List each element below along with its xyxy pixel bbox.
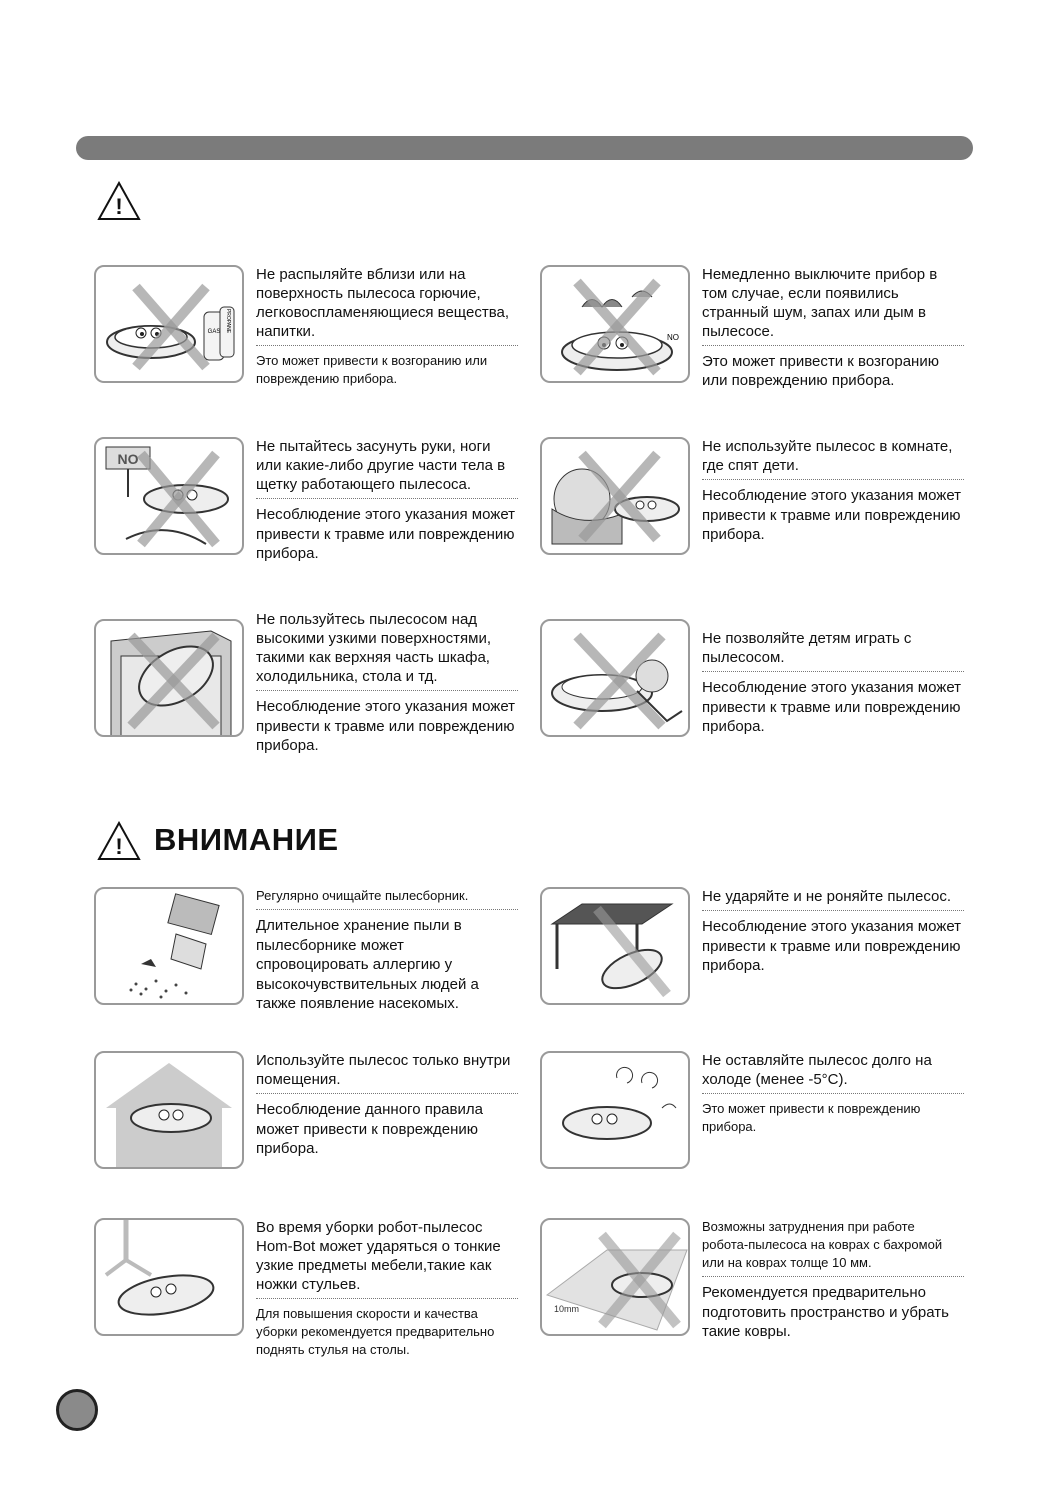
caution-consequence: Несоблюдение данного правила может привести к повреждению прибора. bbox=[256, 1101, 483, 1157]
page-number-circle bbox=[56, 1389, 98, 1431]
caution-consequence: Рекомендуется предварительно подготовить пространство и убрать такие ковры. bbox=[702, 1284, 949, 1340]
warning-text: Не пользуйтесь пылесосом над высокими узкими поверхностями, такими как верхняя часть шкафа, холодильника, стола и тд. bbox=[256, 610, 518, 691]
caution-consequence: Несоблюдение этого указания может привести к травме или повреждению прибора. bbox=[702, 918, 962, 974]
warning-consequence: Несоблюдение этого указания может привести к травме или повреждению прибора. bbox=[702, 679, 962, 735]
illustration-fridge-top bbox=[94, 619, 244, 737]
illustration-sleeping-child bbox=[540, 437, 690, 555]
illustration-carpet bbox=[540, 1218, 690, 1336]
svg-text:!: ! bbox=[115, 194, 123, 219]
illustration-child-playing bbox=[540, 619, 690, 737]
caution-text: Регулярно очищайте пылесборник. bbox=[256, 887, 518, 910]
illustration-dust-bin bbox=[94, 887, 244, 1005]
illustration-smoke bbox=[540, 265, 690, 383]
warning-consequence: Несоблюдение этого указания может привести к травме или повреждению прибора. bbox=[256, 506, 516, 562]
warning-text: Не используйте пылесос в комнате, где спят дети. bbox=[702, 437, 964, 480]
illustration-cold bbox=[540, 1051, 690, 1169]
svg-text:PROPANE: PROPANE bbox=[225, 308, 231, 334]
warning-text: Не распыляйте вблизи или на поверхность пылесоса горючие, легковоспламеняющиеся вещества, напитки. bbox=[256, 265, 518, 346]
caution-consequence: Для повышения скорости и качества уборки рекомендуется предварительно поднять стулья на столы. bbox=[256, 1306, 495, 1357]
caution-text: Используйте пылесос только внутри помещения. bbox=[256, 1051, 518, 1094]
caution-text: Во время уборки робот-пылесос Hom-Bot может ударяться о тонкие узкие предметы мебели,такие как ножки стульев. bbox=[256, 1218, 518, 1299]
svg-text:GAS: GAS bbox=[207, 329, 221, 335]
warning-consequence: Несоблюдение этого указания может привести к травме или повреждению прибора. bbox=[256, 698, 516, 754]
warning-triangle-icon bbox=[97, 181, 141, 221]
illustration-dropping bbox=[540, 887, 690, 1005]
illustration-chair-legs bbox=[94, 1218, 244, 1336]
caution-text: Не ударяйте и не роняйте пылесос. bbox=[702, 887, 964, 911]
svg-text:NO: NO bbox=[117, 451, 139, 467]
svg-text:!: ! bbox=[115, 834, 123, 859]
caution-text: Возможны затруднения при работе робота-пылесоса на коврах с бахромой или на коврах толще 10 мм. bbox=[702, 1218, 964, 1277]
caution-triangle-icon bbox=[97, 821, 141, 861]
illustration-flammable-spray bbox=[94, 265, 244, 383]
warning-consequence: Это может привести к возгоранию или повреждению прибора. bbox=[256, 353, 488, 386]
warning-consequence: Это может привести к возгоранию или повреждению прибора. bbox=[702, 353, 939, 389]
caution-consequence: Длительное хранение пыли в пылесборнике может спровоцировать аллергию у высокочувствительных людей а также появление насекомых. bbox=[256, 917, 479, 1012]
warning-text: Не пытайтесь засунуть руки, ноги или какие-либо другие части тела в щетку работающего пылесоса. bbox=[256, 437, 518, 499]
warning-consequence: Несоблюдение этого указания может привести к травме или повреждению прибора. bbox=[702, 487, 962, 543]
svg-text:NO: NO bbox=[667, 333, 679, 342]
warning-text: Немедленно выключите прибор в том случае, если появились странный шум, запах или дым в пылесосе. bbox=[702, 265, 964, 346]
caution-title: ВНИМАНИЕ bbox=[154, 822, 339, 857]
svg-text:10mm: 10mm bbox=[554, 1304, 580, 1314]
header-bar bbox=[76, 136, 973, 160]
caution-text: Не оставляйте пылесос долго на холоде (менее -5°C). bbox=[702, 1051, 964, 1094]
illustration-no-hands bbox=[94, 437, 244, 555]
warning-text: Не позволяйте детям играть с пылесосом. bbox=[702, 629, 964, 672]
caution-consequence: Это может привести к повреждению прибора. bbox=[702, 1101, 921, 1134]
illustration-house bbox=[94, 1051, 244, 1169]
